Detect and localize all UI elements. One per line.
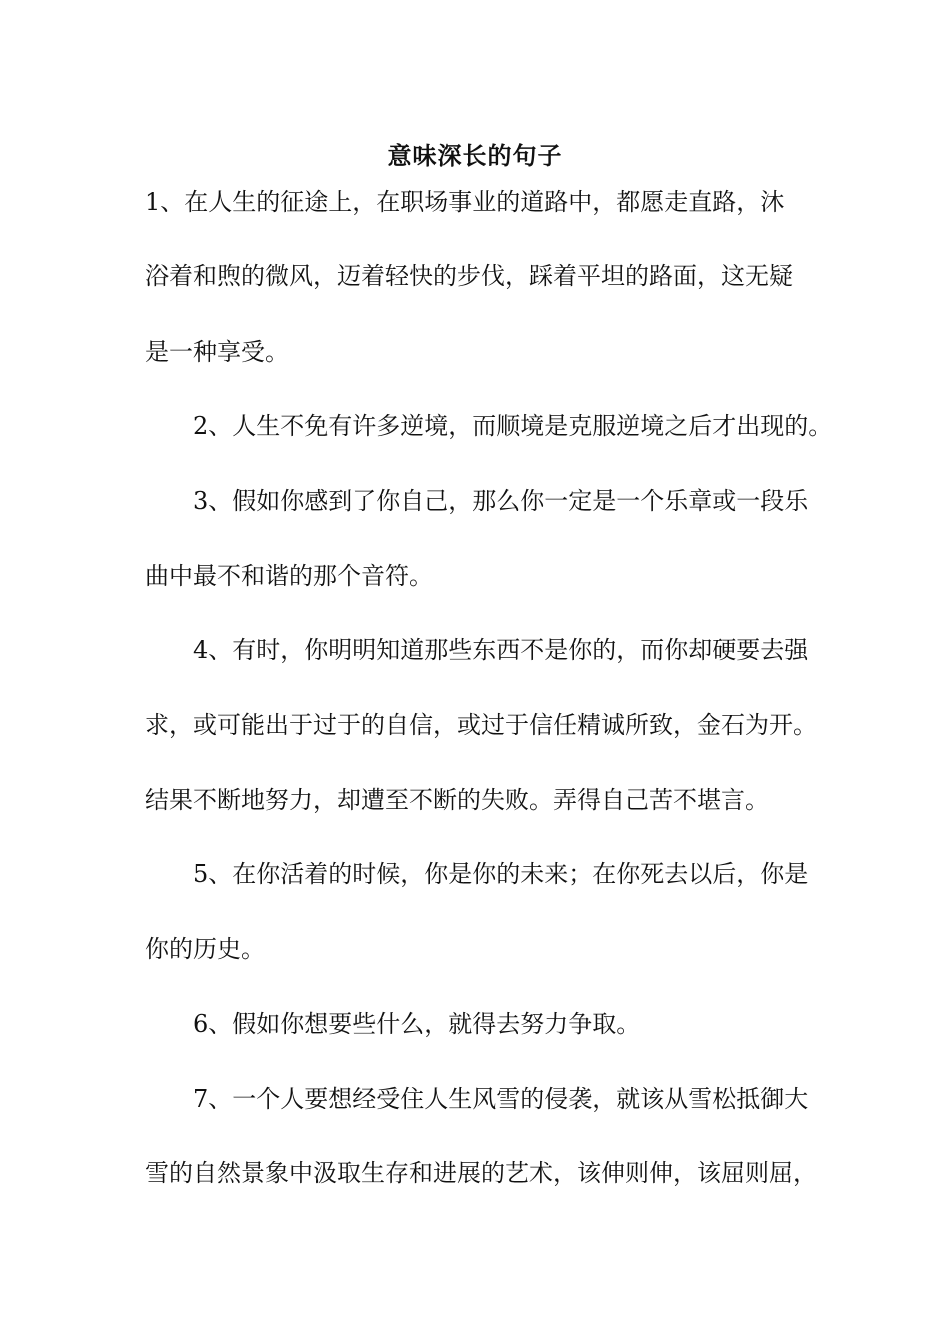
text-line: 结果不断地努力，却遭至不断的失败。弄得自己苦不堪言。	[145, 786, 769, 814]
text-line: 求，或可能出于过于的自信，或过于信任精诚所致，金石为开。	[145, 711, 817, 739]
text-line: 是一种享受。	[145, 338, 289, 366]
text-line: 雪的自然景象中汲取生存和进展的艺术，该伸则伸，该屈则屈，	[145, 1159, 817, 1187]
text-line: 4、有时，你明明知道那些东西不是你的，而你却硬要去强	[193, 636, 809, 664]
text-line: 7、一个人要想经受住人生风雪的侵袭，就该从雪松抵御大	[193, 1085, 809, 1113]
text-line: 浴着和煦的微风，迈着轻快的步伐，踩着平坦的路面，这无疑	[145, 262, 793, 290]
text-line: 5、在你活着的时候，你是你的未来；在你死去以后，你是	[193, 860, 809, 888]
text-line: 6、假如你想要些什么，就得去努力争取。	[193, 1010, 641, 1038]
document-title: 意味深长的句子	[387, 141, 563, 170]
text-line: 你的历史。	[145, 935, 265, 963]
text-line: 曲中最不和谐的那个音符。	[145, 562, 433, 590]
text-line: 3、假如你感到了你自己，那么你一定是一个乐章或一段乐	[193, 487, 809, 515]
text-line: 2、人生不免有许多逆境，而顺境是克服逆境之后才出现的。	[193, 412, 833, 440]
text-line: 1、在人生的征途上，在职场事业的道路中，都愿走直路，沐	[145, 188, 785, 216]
